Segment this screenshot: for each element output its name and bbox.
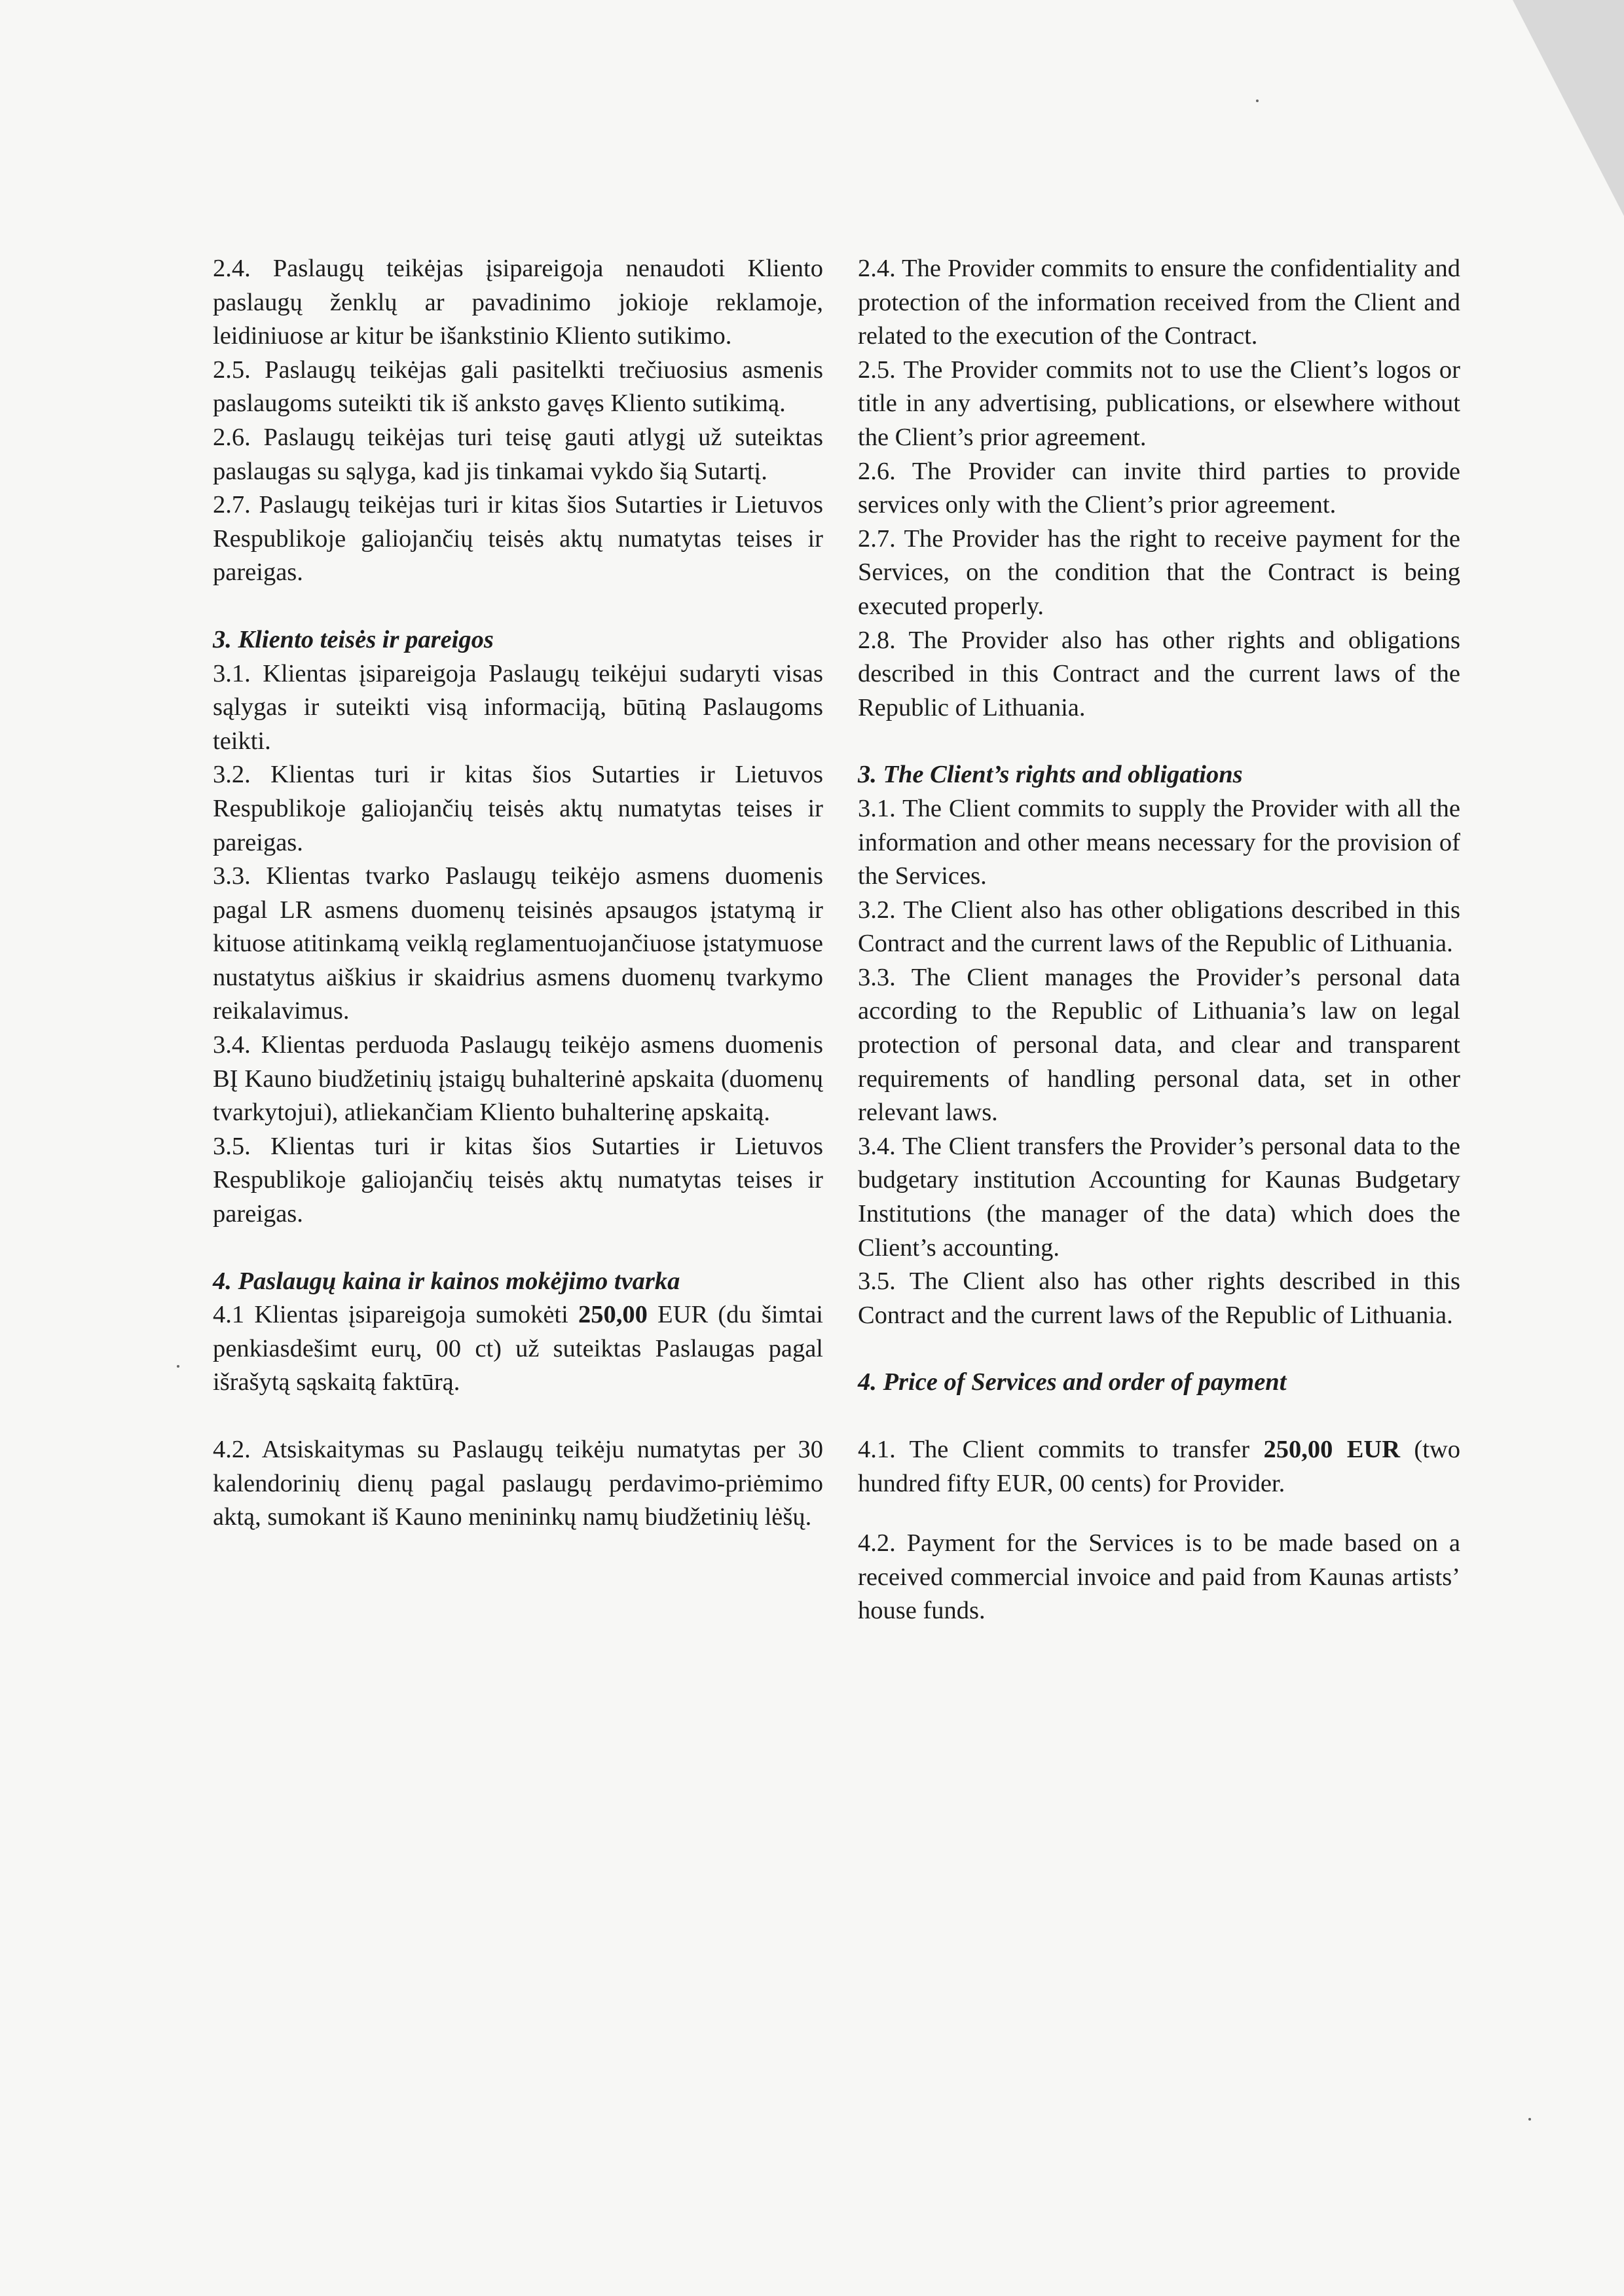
clause-3-2-en: 3.2. The Client also has other obligations described in this Contract and the current laws of the Republic of Lithuania. (858, 896, 1460, 958)
clause-2-5-en: 2.5. The Provider commits not to use the Client’s logos or title in any advertising, publications, or elsewhere without the Client’s prior agreement. (858, 355, 1460, 451)
clause-2-7-lt: 2.7. Paslaugų teikėjas turi ir kitas šios Sutarties ir Lietuvos Respublikoje galiojančių teisės aktų numatytas teises ir pareigas. (213, 491, 823, 587)
amount-lt: 250,00 (578, 1301, 648, 1329)
spacer (858, 1400, 1460, 1433)
clause-4-2-en: 4.2. Payment for the Services is to be made based on a received commercial invoice and paid from Kaunas artists’ house funds. (858, 1529, 1460, 1625)
english-column (858, 252, 1460, 1628)
clause-3-5-en: 3.5. The Client also has other rights described in this Contract and the current laws of the Republic of Lithuania. (858, 1267, 1460, 1329)
spacer (213, 1400, 823, 1433)
section-4-heading-lt: 4. Paslaugų kaina ir kainos mokėjimo tvarka (213, 1267, 680, 1295)
clause-4-1-lt: 4.1 Klientas įsipareigoja sumokėti 250,00 EUR (du šimtai penkiasdešimt eurų, 00 ct) už suteiktas Paslaugas pagal išrašytą sąskaitą faktūrą. (213, 1301, 823, 1396)
spacer (858, 1332, 1460, 1366)
section-3-heading-en: 3. The Client’s rights and obligations (858, 761, 1243, 789)
spacer (213, 590, 823, 623)
lithuanian-column (213, 252, 823, 1535)
clause-3-3-en: 3.3. The Client manages the Provider’s personal data according to the Republic of Lithuania’s law on legal protection of personal data, and clear and transparent requirements of handling personal data, set in other relevant laws. (858, 963, 1460, 1127)
clause-3-1-en: 3.1. The Client commits to supply the Provider with all the information and other means necessary for the provision of the Services. (858, 794, 1460, 890)
section-4-heading-en: 4. Price of Services and order of payment (858, 1368, 1287, 1396)
speck (1528, 2118, 1531, 2121)
clause-3-3-lt: 3.3. Klientas tvarko Paslaugų teikėjo asmens duomenis pagal LR asmens duomenų teisinės apsaugos įstatymą ir kituose atitinkamą veiklą reglamentuojančiuose įstatymuose nustatytus aiškius ir skaidrius asmens duomenų tvarkymo reikalavimus. (213, 862, 823, 1025)
clause-2-4-en: 2.4. The Provider commits to ensure the confidentiality and protection of the information received from the Client and related to the execution of the Contract. (858, 255, 1460, 350)
clause-2-7-en: 2.7. The Provider has the right to receive payment for the Services, on the condition that the Contract is being executed properly. (858, 524, 1460, 620)
clause-2-8-en: 2.8. The Provider also has other rights and obligations described in this Contract and the current laws of the Republic of Lithuania. (858, 626, 1460, 721)
page-corner-fold (1513, 0, 1624, 216)
clause-3-4-lt: 3.4. Klientas perduoda Paslaugų teikėjo asmens duomenis BĮ Kauno biudžetinių įstaigų buhalterinė apskaita (duomenų tvarkytojui), atliekančiam Kliento buhalterinę apskaitą. (213, 1031, 823, 1127)
clause-4-1-en: 4.1. The Client commits to transfer 250,00 EUR (two hundred fifty EUR, 00 cents) for Provider. (858, 1436, 1461, 1497)
clause-3-5-lt: 3.5. Klientas turi ir kitas šios Sutarties ir Lietuvos Respublikoje galiojančių teisės aktų numatytas teises ir pareigas. (213, 1132, 823, 1228)
section-3-heading-lt: 3. Kliento teisės ir pareigos (213, 625, 494, 653)
clause-3-1-lt: 3.1. Klientas įsipareigoja Paslaugų teikėjui sudaryti visas sąlygas ir suteikti visą informaciją, būtiną Paslaugoms teikti. (213, 659, 823, 755)
clause-2-6-en: 2.6. The Provider can invite third parties to provide services only with the Client’s prior agreement. (858, 457, 1460, 519)
clause-3-2-lt: 3.2. Klientas turi ir kitas šios Sutarties ir Lietuvos Respublikoje galiojančių teisės aktų numatytas teises ir pareigas. (213, 761, 823, 856)
clause-4-2-lt: 4.2. Atsiskaitymas su Paslaugų teikėju numatytas per 30 kalendorinių dienų pagal paslaugų perdavimo-priėmimo aktą, sumokant iš Kauno menininkų namų biudžetinių lėšų. (213, 1436, 823, 1531)
clause-2-5-lt: 2.5. Paslaugų teikėjas gali pasitelkti trečiuosius asmenis paslaugoms suteikti tik iš anksto gavęs Kliento sutikimą. (213, 355, 823, 418)
spacer (858, 725, 1460, 758)
clause-2-6-lt: 2.6. Paslaugų teikėjas turi teisę gauti atlygį už suteiktas paslaugas su sąlyga, kad jis tinkamai vykdo šią Sutartį. (213, 423, 823, 485)
clause-2-4-lt: 2.4. Paslaugų teikėjas įsipareigoja nenaudoti Kliento paslaugų ženklų ar pavadinimo jokioje reklamoje, leidiniuose ar kitur be išankstinio Kliento sutikimo. (213, 255, 823, 350)
clause-3-4-en: 3.4. The Client transfers the Provider’s personal data to the budgetary institution Accounting for Kaunas Budgetary Institutions (the manager of the data) which does the Client’s accounting. (858, 1132, 1460, 1262)
speck (1256, 100, 1259, 102)
spacer (858, 1501, 1460, 1527)
spacer (213, 1231, 823, 1265)
amount-en: 250,00 EUR (1263, 1436, 1401, 1463)
speck (177, 1365, 179, 1368)
